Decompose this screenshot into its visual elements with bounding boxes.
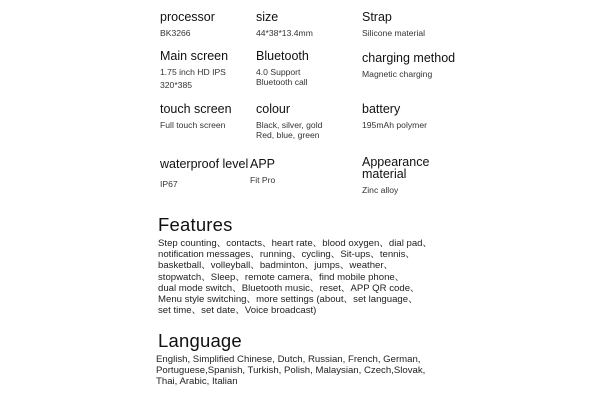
spec-colour [256,103,322,140]
language-list [156,354,425,388]
spec-appearance-material [362,156,429,196]
spec-value: BK3266 [160,28,191,38]
features-line: set time、set date、Voice broadcast) [158,305,317,317]
spec-charging-method [362,52,455,80]
features-line: stopwatch、Sleep、remote camera、find mobile phone、 [158,271,405,283]
spec-label: size [256,10,279,24]
spec-touch-screen [160,103,232,131]
spec-label: Bluetooth [256,49,309,63]
spec-label: waterproof level [160,157,249,171]
spec-label: touch screen [160,102,232,116]
spec-label: Appearance material [362,155,430,181]
spec-value: Zinc alloy [362,185,399,195]
spec-label: charging method [362,51,456,65]
spec-value: 4.0 Support Bluetooth call [256,67,308,87]
spec-label: colour [256,102,291,116]
spec-value: Magnetic charging [362,69,433,79]
features-line: dual mode switch、Bluetooth music、reset、APP QR code、 [158,282,420,294]
spec-value: 44*38*13.4mm [256,28,313,38]
spec-strap [362,11,425,39]
spec-label: battery [362,102,401,116]
spec-value: Black, silver, gold Red, blue, green [256,120,323,140]
spec-value: 195mAh polymer [362,120,427,130]
spec-battery [362,103,427,131]
language-line: English, Simplified Chinese, Dutch, Russian, French, German, [156,354,421,365]
features-line: Step counting、contacts、heart rate、blood oxygen、dial pad、 [158,238,433,249]
spec-label: Main screen [160,49,229,63]
spec-value: Silicone material [362,28,426,38]
spec-waterproof-level [160,158,248,190]
spec-processor [160,11,215,39]
features-line: basketball、volleyball、badminton、jumps、weather、 [158,260,394,272]
spec-value: IP67 [160,179,178,189]
spec-label: Strap [362,10,392,24]
spec-value: 1.75 inch HD IPS 320*385 [160,67,226,90]
features-list [158,238,432,316]
language-line: Portuguese,Spanish, Turkish, Polish, Malaysian, Czech,Slovak, [156,365,426,377]
spec-value: Fit Pro [250,175,276,185]
features-line: Menu style switching、more settings (about、set language、 [158,294,418,306]
language-line: Thai, Arabic, Italian [156,376,238,388]
spec-label: APP [250,157,276,171]
spec-value: Full touch screen [160,120,226,130]
spec-size [256,11,313,39]
spec-bluetooth [256,50,309,87]
features-heading: Features [158,214,233,235]
spec-app [250,158,275,186]
spec-label: processor [160,10,215,24]
spec-main-screen [160,50,228,90]
language-heading: Language [158,330,242,351]
features-line: notification messages、running、cycling、Sit-ups、tennis、 [158,249,416,261]
